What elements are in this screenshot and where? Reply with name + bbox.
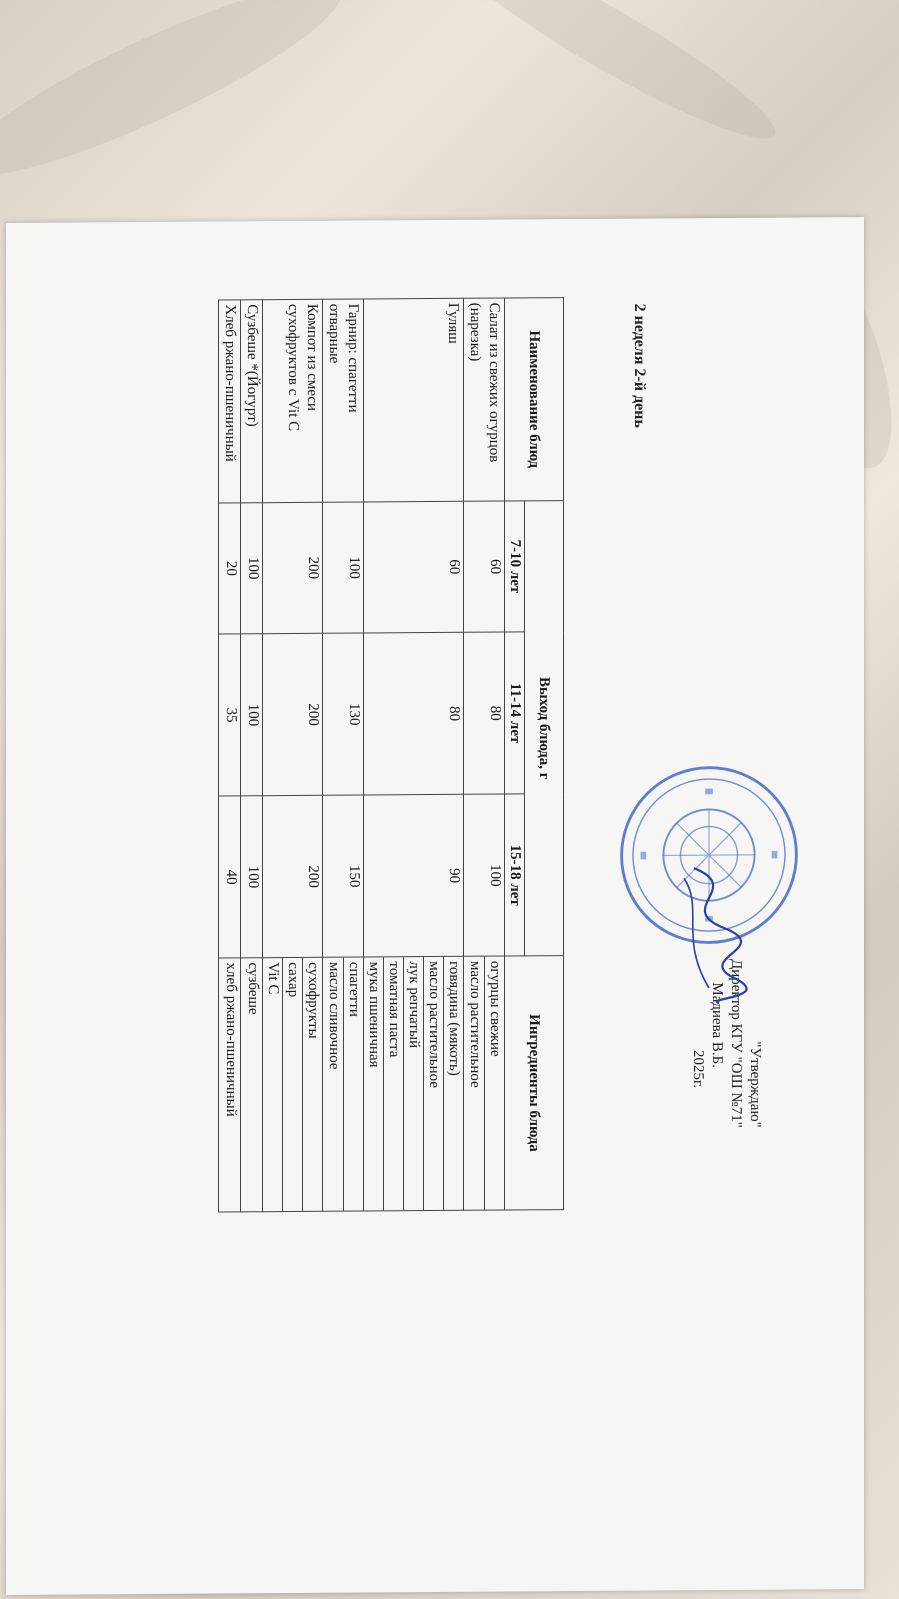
approval-heading: "Утверждаю" (747, 1041, 763, 1128)
header-age-15-18: 15-18 лет (505, 794, 525, 956)
ingredient-item: масло сливочное (326, 961, 342, 1070)
ingredient-item: томатная паста (383, 957, 403, 1210)
menu-table-body (219, 298, 505, 1212)
table-row (323, 299, 364, 1211)
dish-name-cell (464, 298, 505, 501)
yield-cell-age-group-3: 100 (241, 796, 263, 958)
approval-director: Директор КГУ "ОШ №71" (728, 958, 744, 1128)
approval-date: 2025г. (690, 1049, 706, 1089)
menu-table (218, 297, 564, 1212)
table-row (464, 298, 505, 1210)
table-row (241, 300, 263, 1212)
yield-cell-age-group-2: 100 (241, 634, 263, 796)
yield-cell-age-group-2: 35 (219, 634, 241, 796)
yield-cell-age-group-1: 200 (263, 502, 323, 634)
table-row (364, 298, 464, 1211)
ingredient-item: мука пшеничная (366, 961, 382, 1068)
ingredient-item: Vit C (265, 962, 281, 995)
header-yield: Выход блюда, г (525, 500, 564, 956)
dish-name-line: Гарнир: спагетти (345, 303, 361, 413)
yield-cell-age-group-2: 80 (364, 633, 464, 796)
ingredient-item: хлеб ржано-пшеничный (223, 962, 239, 1117)
ingredient-item: говядина (мякоть) (443, 957, 463, 1210)
handwritten-signature (664, 858, 764, 1009)
yield-cell-age-group-2: 80 (464, 632, 505, 794)
ingredient-item: сузбеше (245, 962, 261, 1015)
marble-texture (430, 0, 789, 161)
yield-cell-age-group-2: 200 (263, 633, 323, 795)
ingredient-item: огурцы свежие (484, 957, 504, 1210)
header-ingredients: Ингредиенты блюда (505, 956, 564, 1210)
marble-texture (0, 0, 357, 205)
table-row (263, 299, 323, 1211)
ingredients-cell (323, 957, 364, 1211)
dish-name-line: Хлеб ржано-пшеничный (222, 304, 238, 462)
ingredient-item: лук репчатый (403, 957, 423, 1210)
yield-cell-age-group-1: 20 (219, 503, 241, 635)
yield-cell-age-group-3: 40 (219, 796, 241, 958)
yield-cell-age-group-3: 90 (364, 795, 464, 958)
yield-cell-age-group-3: 100 (464, 794, 505, 956)
dish-name-cell (241, 300, 263, 503)
yield-cell-age-group-3: 150 (323, 795, 364, 957)
dish-name-line: Салат из свежих огурцов (486, 302, 502, 463)
header-dish-name: Наименование блюд (505, 298, 564, 501)
ingredients-cell (364, 957, 464, 1211)
ingredient-item: масло растительное (423, 957, 443, 1210)
ingredients-cell (464, 956, 505, 1210)
ingredient-item: масло растительное (467, 960, 483, 1088)
page-title: 2 неделя 2-й день (631, 303, 648, 428)
ingredient-item: спагетти (343, 958, 363, 1211)
rotated-page (6, 217, 864, 1595)
ingredients-cell (263, 958, 323, 1212)
dish-name-line: Сузбеше *(Йогурт) (244, 304, 260, 427)
dish-name-cell (263, 299, 323, 502)
dish-name-line: сухофруктов с Vit C (285, 303, 301, 432)
table-row (219, 300, 241, 1212)
ingredient-item: сухофрукты (302, 958, 322, 1211)
dish-name-line: Гуляш (445, 302, 461, 344)
yield-cell-age-group-3: 200 (263, 796, 323, 958)
ingredient-item: сахар (282, 958, 302, 1211)
ingredients-cell (241, 958, 263, 1212)
dish-name-line: отварные (326, 303, 342, 364)
approval-name: Мадиева В.Б. (709, 982, 725, 1069)
yield-cell-age-group-2: 130 (323, 633, 364, 795)
paper-sheet (6, 217, 864, 1595)
yield-cell-age-group-1: 100 (241, 502, 263, 634)
dish-name-line: (нарезка) (467, 302, 483, 362)
dish-name-cell (219, 300, 241, 503)
dish-name-cell (323, 299, 364, 502)
yield-cell-age-group-1: 60 (364, 501, 464, 633)
dish-name-cell (364, 298, 464, 501)
ingredients-cell (219, 958, 241, 1212)
yield-cell-age-group-1: 60 (464, 501, 505, 633)
header-age-7-10: 7-10 лет (505, 501, 525, 633)
dish-name-line: Компот из смеси (304, 303, 320, 412)
yield-cell-age-group-1: 100 (323, 502, 364, 634)
header-age-11-14: 11-14 лет (505, 632, 525, 794)
